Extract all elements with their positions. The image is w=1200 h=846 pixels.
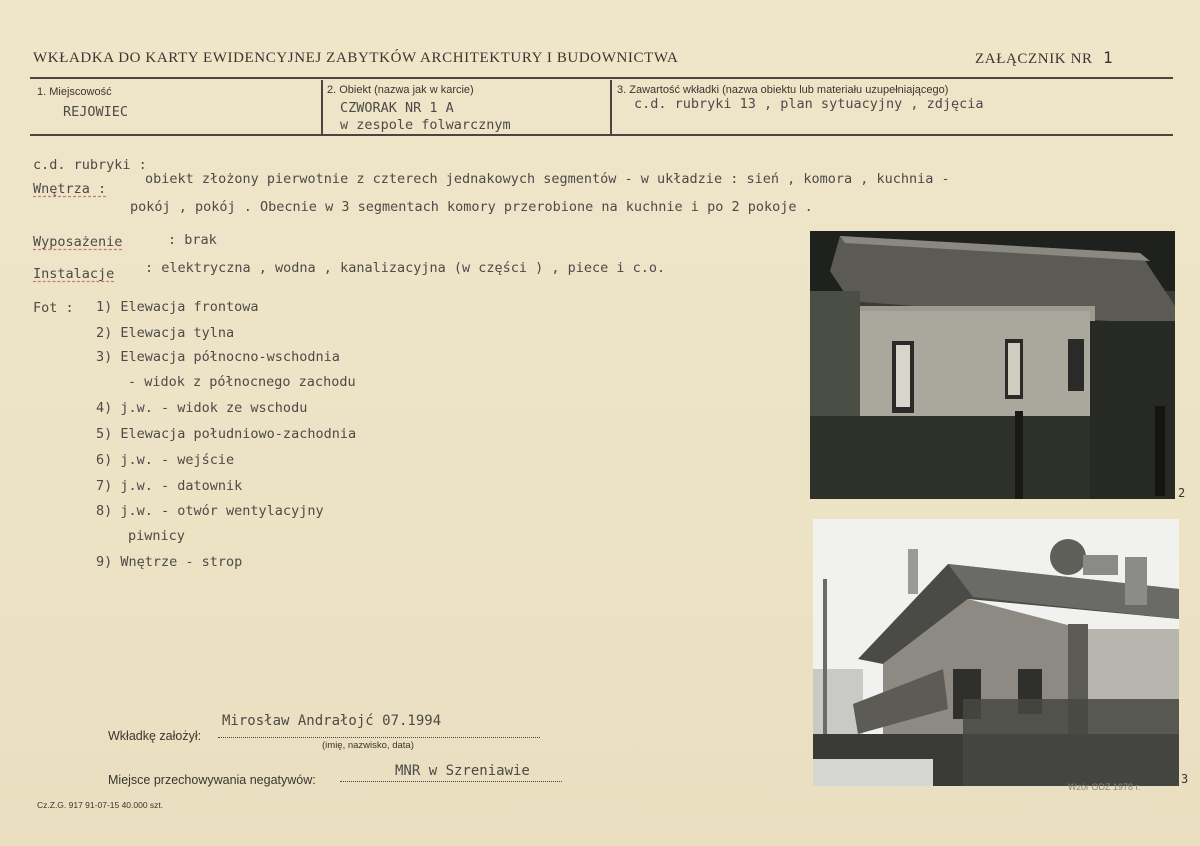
- annex-heading: [975, 48, 1113, 68]
- photo-list-item: 7) j.w. - datownik: [96, 478, 243, 494]
- print-info: Cz.Z.G. 917 91-07-15 40.000 szt.: [37, 800, 164, 810]
- form-code: Wzór ODZ 1978 r.: [1068, 782, 1141, 792]
- author-line: [218, 737, 540, 738]
- photo-list-item: 8) j.w. - otwór wentylacyjny: [96, 503, 324, 519]
- locality-label: 1. Miejscowość: [37, 86, 112, 98]
- photo-list-item: 2) Elewacja tylna: [96, 325, 235, 341]
- photo-list-item: 3) Elewacja północno-wschodnia: [96, 349, 340, 365]
- annex-label: ZAŁĄCZNIK NR: [975, 51, 1093, 67]
- form-title: WKŁADKA DO KARTY EWIDENCYJNEJ ZABYTKÓW ARCHITEKTURY I BUDOWNICTWA: [33, 50, 679, 66]
- photo-rear-elevation: [810, 231, 1175, 499]
- installations-value: : elektryczna , wodna , kanalizacyjna (w części ) , piece i c.o.: [145, 260, 666, 276]
- photo-top-number: 2: [1178, 486, 1186, 500]
- field-divider-1: [321, 80, 323, 136]
- object-value-line2: w zespole folwarcznym: [340, 117, 511, 133]
- installations-label: Instalacje: [33, 266, 115, 282]
- interiors-label: Wnętrza :: [33, 181, 107, 197]
- author-label: Wkładkę założył:: [108, 729, 202, 743]
- object-value-line1: CZWORAK NR 1 A: [340, 100, 454, 116]
- storage-value: MNR w Szreniawie: [395, 763, 530, 779]
- storage-line: [340, 781, 562, 782]
- photo-list-item: piwnicy: [128, 528, 185, 544]
- equipment-value: : brak: [168, 232, 217, 248]
- continuation-heading: c.d. rubryki :: [33, 157, 147, 173]
- photo-list-item: - widok z północnego zachodu: [128, 374, 356, 390]
- header-top-rule: [30, 77, 1173, 79]
- photos-label: Fot :: [33, 300, 74, 316]
- interiors-line2: pokój , pokój . Obecnie w 3 segmentach komory przerobione na kuchnie i po 2 pokoje .: [130, 199, 813, 215]
- object-label: 2. Obiekt (nazwa jak w karcie): [327, 84, 474, 96]
- photo-list-item: 4) j.w. - widok ze wschodu: [96, 400, 308, 416]
- contents-label: 3. Zawartość wkładki (nazwa obiektu lub materiału uzupełniającego): [617, 84, 949, 96]
- annex-number: 1: [1102, 48, 1114, 67]
- author-hint: (imię, nazwisko, data): [322, 740, 414, 751]
- equipment-label: Wyposażenie: [33, 234, 123, 250]
- photo-list-item: 1) Elewacja frontowa: [96, 299, 259, 315]
- storage-label: Miejsce przechowywania negatywów:: [108, 773, 316, 787]
- field-divider-2: [610, 80, 612, 136]
- header-bottom-rule: [30, 134, 1173, 136]
- photo-list-item: 9) Wnętrze - strop: [96, 554, 243, 570]
- author-value: Mirosław Andrałojć 07.1994: [222, 713, 442, 729]
- locality-value: REJOWIEC: [63, 104, 129, 120]
- photo-list-item: 5) Elewacja południowo-zachodnia: [96, 426, 357, 442]
- contents-value: c.d. rubryki 13 , plan sytuacyjny , zdjęcia: [634, 96, 984, 112]
- interiors-line1: obiekt złożony pierwotnie z czterech jednakowych segmentów - w układzie : sień , komora , kuchnia -: [145, 171, 950, 187]
- photo-northeast-elevation: [813, 519, 1179, 786]
- photo-list-item: 6) j.w. - wejście: [96, 452, 235, 468]
- photo-bottom-number: 3: [1181, 772, 1189, 786]
